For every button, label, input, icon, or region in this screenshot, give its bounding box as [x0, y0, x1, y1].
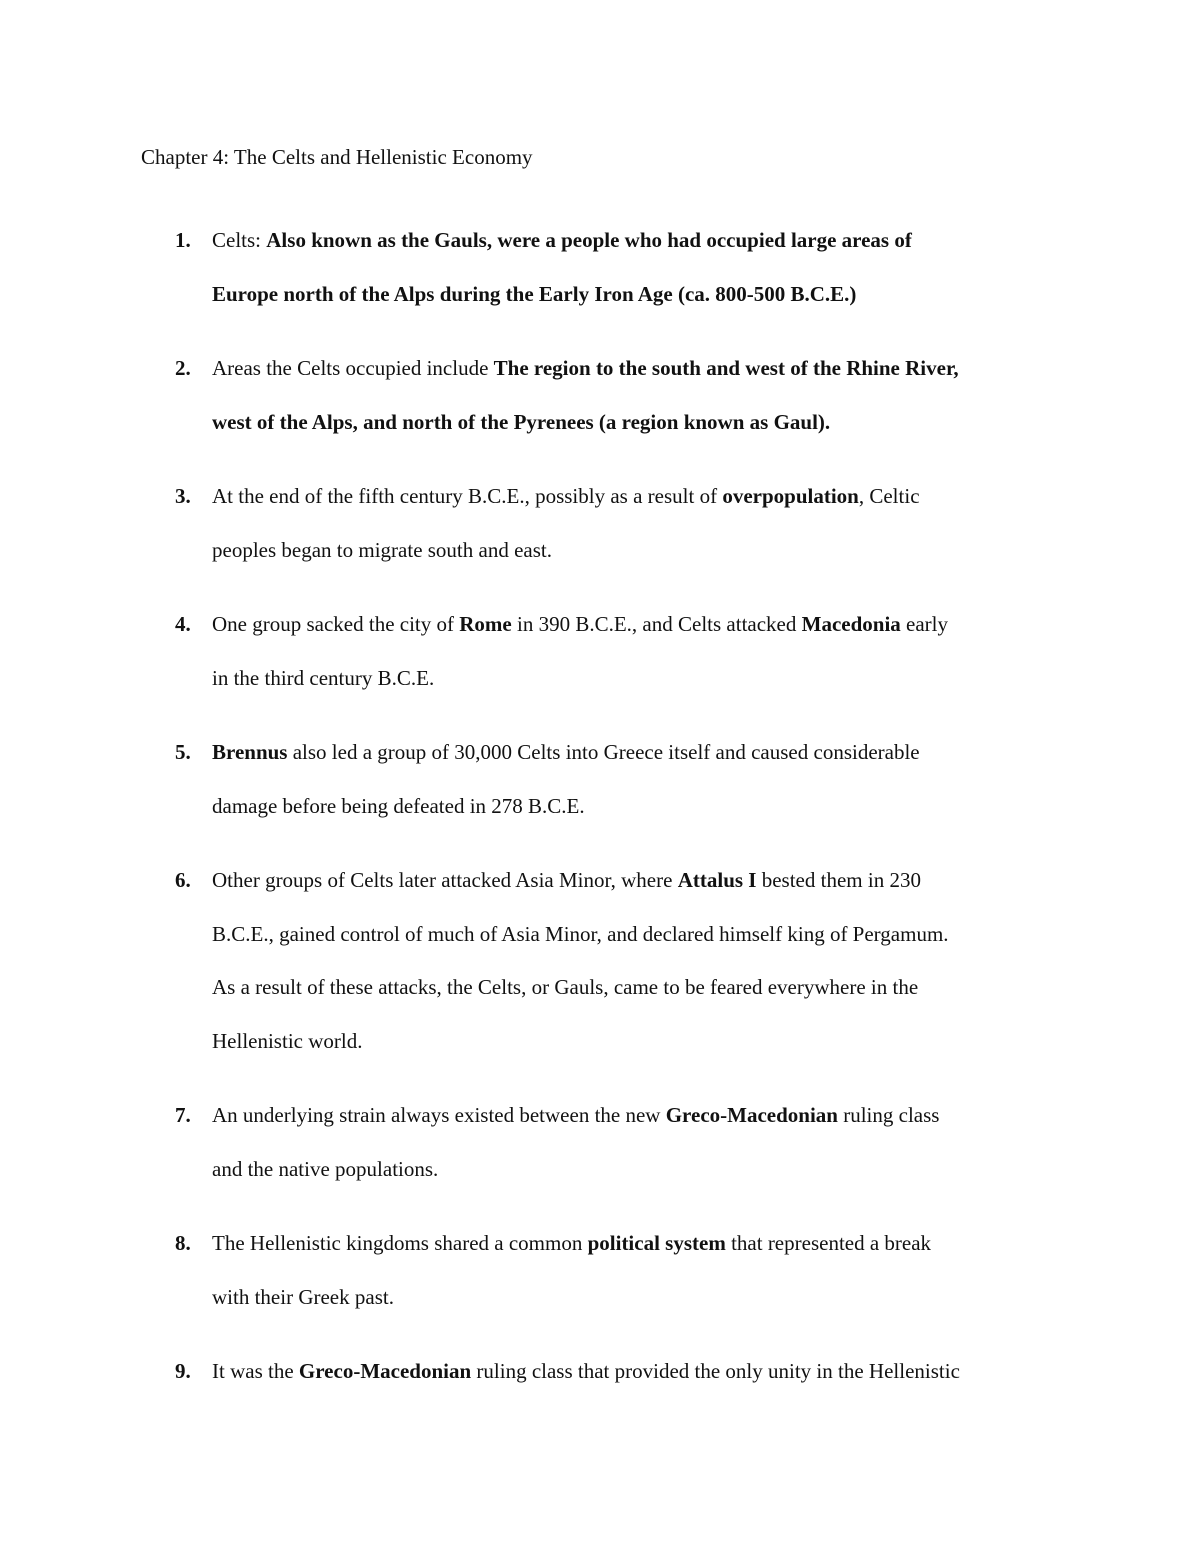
bold-text: Also known as the Gauls, were a people who had occupied large areas of	[266, 228, 912, 252]
list-item	[141, 726, 1101, 833]
bold-text: overpopulation	[722, 484, 859, 508]
list-item-number: 3.	[175, 484, 191, 508]
chapter-title: Chapter 4: The Celts and Hellenistic Economy	[141, 145, 533, 169]
bold-text: The region to the south and west of the Rhine River,	[493, 356, 959, 380]
list-item-line	[212, 780, 1101, 834]
body-text: An underlying strain always existed between the new	[212, 1103, 666, 1127]
list-item-line	[212, 1089, 1101, 1143]
body-text: with their Greek past.	[212, 1284, 394, 1309]
body-text: Hellenistic world.	[212, 1028, 363, 1053]
list-item-number: 9.	[175, 1359, 191, 1383]
body-text: One group sacked the city of	[212, 612, 460, 636]
list-item-line	[212, 1271, 1101, 1325]
list-item-line	[212, 470, 1101, 524]
list-item-number: 2.	[175, 356, 191, 380]
list-item-line	[212, 854, 1101, 908]
list-item-line	[212, 1217, 1101, 1271]
body-text: Other groups of Celts later attacked Asia Minor, where	[212, 868, 678, 892]
body-text: It was the	[212, 1359, 299, 1383]
body-text: in 390 B.C.E., and Celts attacked	[511, 612, 802, 636]
bold-text: Macedonia	[801, 612, 901, 636]
list-item	[141, 214, 1101, 321]
bold-text: political system	[587, 1231, 726, 1255]
body-text: As a result of these attacks, the Celts, or Gauls, came to be feared everywhere in the	[212, 975, 919, 999]
list-item-number: 5.	[175, 740, 191, 764]
list-item-line	[212, 598, 1101, 652]
bold-text: Europe north of the Alps during the Early Iron Age (ca. 800-500 B.C.E.)	[212, 281, 857, 306]
body-text: Celts:	[212, 228, 267, 252]
list-item-line	[212, 396, 1101, 450]
body-text: in the third century B.C.E.	[212, 665, 435, 690]
list-item	[141, 470, 1101, 577]
body-text: B.C.E., gained control of much of Asia Minor, and declared himself king of Pergamum.	[212, 921, 949, 946]
body-text: , Celtic	[858, 484, 920, 508]
list-item-line	[212, 652, 1101, 706]
body-text: early	[900, 612, 949, 636]
list-item-line	[212, 524, 1101, 578]
list-item-line	[212, 268, 1101, 322]
body-text: also led a group of 30,000 Celts into Greece itself and caused considerable	[287, 740, 920, 764]
list-item-line	[212, 1345, 1101, 1399]
body-text: At the end of the fifth century B.C.E., possibly as a result of	[212, 484, 723, 508]
list-item-line	[212, 908, 1101, 962]
bold-text: Greco-Macedonian	[665, 1103, 838, 1127]
bold-text: west of the Alps, and north of the Pyrenees (a region known as Gaul).	[212, 409, 831, 434]
list-item	[141, 342, 1101, 449]
list-item-line	[212, 961, 1101, 1015]
body-text: and the native populations.	[212, 1156, 439, 1181]
list-item-line	[212, 726, 1101, 780]
list-item-number: 4.	[175, 612, 191, 636]
list-item-line	[212, 1015, 1101, 1069]
list-item-line	[212, 1143, 1101, 1197]
list-item	[141, 1089, 1101, 1196]
list-item-number: 7.	[175, 1103, 191, 1127]
list-item-number: 1.	[175, 228, 191, 252]
body-text: peoples began to migrate south and east.	[212, 537, 552, 562]
body-text: damage before being defeated in 278 B.C.E.	[212, 793, 585, 818]
list-item	[141, 1217, 1101, 1324]
bold-text: Brennus	[212, 740, 288, 764]
body-text: bested them in 230	[756, 868, 921, 892]
body-text: ruling class that provided the only unity in the Hellenistic	[471, 1359, 960, 1383]
body-text: that represented a break	[725, 1231, 932, 1255]
list-item-line	[212, 342, 1101, 396]
list-item	[141, 854, 1101, 1068]
body-text: ruling class	[837, 1103, 940, 1127]
list-item-line	[212, 214, 1101, 268]
bold-text: Greco-Macedonian	[298, 1359, 472, 1383]
body-text: The Hellenistic kingdoms shared a common	[212, 1231, 588, 1255]
list-item	[141, 598, 1101, 705]
list-item-number: 6.	[175, 868, 191, 892]
bold-text: Attalus I	[677, 868, 757, 892]
bold-text: Rome	[459, 612, 512, 636]
body-text: Areas the Celts occupied include	[212, 356, 494, 380]
list-item-number: 8.	[175, 1231, 191, 1255]
notes-list	[141, 214, 1101, 1420]
list-item	[141, 1345, 1101, 1399]
